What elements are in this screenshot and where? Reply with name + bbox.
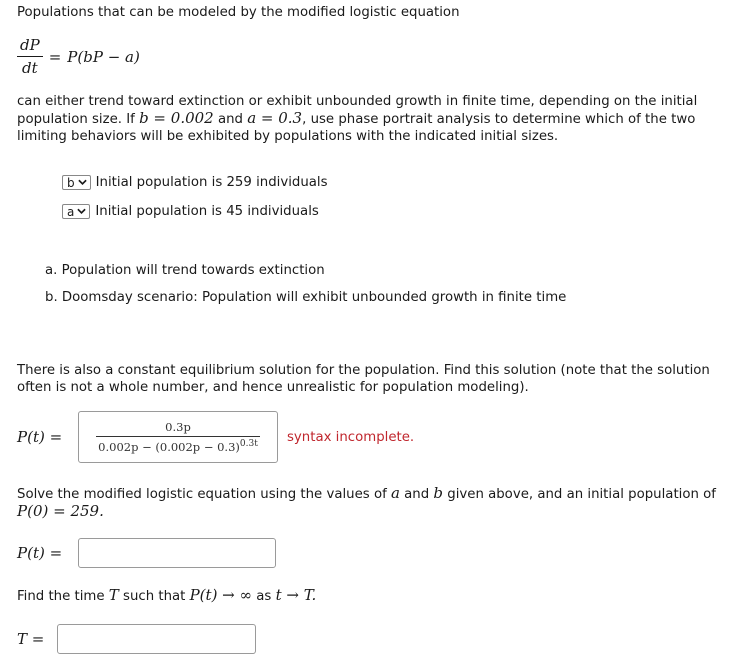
find-time-mid2: as <box>252 589 276 604</box>
equals-sign: = <box>48 47 62 66</box>
solve-line-1-post: given above, and an initial population of <box>443 487 716 502</box>
find-time-pre: Find the time <box>17 589 109 604</box>
answer2-label: P(t) = <box>17 544 63 562</box>
problem-line-2-pre: population size. If <box>17 112 140 127</box>
answer1-den-exp: 0.3t <box>239 439 258 450</box>
option-a: a. Population will trend towards extinction <box>45 263 325 278</box>
problem-line-1: can either trend toward extinction or exhibit unbounded growth in finite time, depending on the initial <box>17 94 698 109</box>
answer1-denominator <box>98 437 258 454</box>
equation-rhs: P(bP − a) <box>67 47 140 66</box>
derivative-numerator: dP <box>17 36 43 57</box>
dropdown-row-2 <box>62 204 319 219</box>
answer1-label: P(t) = <box>17 428 63 446</box>
answer-select-1[interactable] <box>62 175 91 190</box>
find-time-mid1: such that <box>118 589 190 604</box>
solution-answer-input[interactable] <box>78 538 276 568</box>
answer-select-2-value: a <box>67 204 75 219</box>
syntax-status: syntax incomplete. <box>287 430 415 445</box>
chevron-down-icon <box>77 208 86 215</box>
time-T-symbol: T <box>108 586 119 604</box>
a-symbol: a <box>390 484 400 502</box>
derivative-denominator: dt <box>22 59 38 77</box>
answer-select-2[interactable] <box>62 204 90 219</box>
a-value: a = 0.3 <box>247 109 303 127</box>
answer-select-1-value: b <box>67 175 75 190</box>
derivative-fraction <box>17 36 43 77</box>
equilibrium-line-1: There is also a constant equilibrium solution for the population. Find this solution (note that the solution <box>17 363 710 378</box>
initial-condition: P(0) = 259. <box>17 502 104 520</box>
chevron-down-icon <box>78 179 87 186</box>
answer1-fraction <box>98 420 258 454</box>
problem-line-3: limiting behaviors will be exhibited by populations with the indicated initial sizes. <box>17 129 559 144</box>
problem-line-2 <box>17 110 747 128</box>
find-time-sentence <box>17 586 316 604</box>
differential-equation <box>17 36 140 77</box>
b-symbol: b <box>433 484 444 502</box>
solve-paragraph <box>17 485 747 520</box>
solve-line-1 <box>17 485 747 503</box>
equilibrium-answer-input[interactable] <box>78 411 278 463</box>
equilibrium-paragraph <box>17 362 747 396</box>
b-value: b = 0.002 <box>139 109 214 127</box>
answer3-label: T = <box>17 630 45 648</box>
blowup-time-input[interactable] <box>57 624 256 654</box>
intro-text: Populations that can be modeled by the modified logistic equation <box>17 5 460 20</box>
equilibrium-line-2: often is not a whole number, and hence unrealistic for population modeling). <box>17 380 529 395</box>
answer1-numerator: 0.3p <box>96 420 260 437</box>
problem-line-2-mid: and <box>213 112 248 127</box>
dropdown-row-1 <box>62 175 328 190</box>
problem-paragraph <box>17 93 747 145</box>
solve-line-1-pre: Solve the modified logistic equation using the values of <box>17 487 391 502</box>
dropdown-label-1: Initial population is 259 individuals <box>95 175 328 190</box>
answer1-den-main: 0.002p − (0.002p − 0.3) <box>98 439 240 454</box>
problem-line-2-post: , use phase portrait analysis to determine which of the two <box>302 112 696 127</box>
time-limit-expression: t → T. <box>275 586 317 604</box>
dropdown-label-2: Initial population is 45 individuals <box>95 204 319 219</box>
option-b: b. Doomsday scenario: Population will exhibit unbounded growth in finite time <box>45 290 567 305</box>
solve-and: and <box>399 487 434 502</box>
blowup-expression: P(t) → ∞ <box>189 586 253 604</box>
